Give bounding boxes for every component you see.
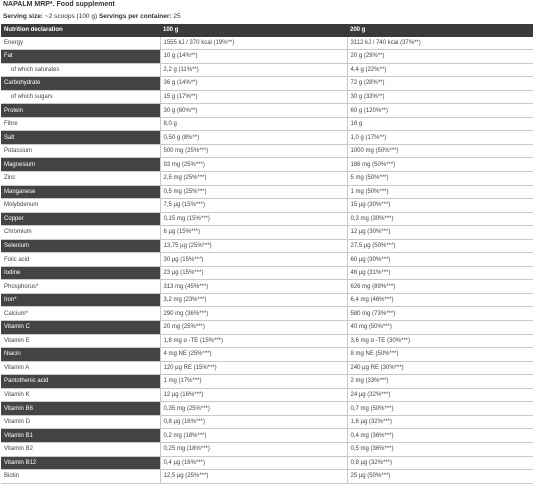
table-row — [1, 307, 533, 321]
value-200g: 25 µg (50%***) — [347, 470, 533, 484]
value-100g: 6 µg (15%***) — [160, 226, 347, 240]
servings-label: Servings per container: — [98, 13, 172, 20]
value-200g: 16 g — [347, 117, 533, 131]
value-200g: 1 mg (50%***) — [347, 185, 533, 199]
value-200g: 186 mg (50%***) — [347, 158, 533, 172]
value-200g: 6,4 mg (46%***) — [347, 293, 533, 307]
table-row — [1, 293, 533, 307]
value-100g: 2,2 g (11%**) — [160, 63, 347, 77]
nutrient-name: Vitamin K — [1, 388, 160, 402]
value-200g: 72 g (28%**) — [347, 77, 533, 91]
nutrient-name: Salt — [1, 131, 160, 145]
nutrient-name: Magnesium — [1, 158, 160, 172]
nutrient-name: Fibre — [1, 117, 160, 131]
value-200g: 60 g (120%**) — [347, 104, 533, 118]
value-100g: 0,8 µg (16%***) — [160, 415, 347, 429]
value-200g: 1,6 µg (32%***) — [347, 415, 533, 429]
table-row — [1, 402, 533, 416]
nutrient-name: Vitamin D — [1, 415, 160, 429]
value-200g: 8 mg NE (50%***) — [347, 348, 533, 362]
value-200g: 0,3 mg (30%***) — [347, 212, 533, 226]
column-header-nutrient: Nutrition declaration — [1, 24, 160, 37]
value-100g: 1555 kJ / 370 kcal (19%**) — [160, 37, 347, 50]
value-100g: 93 mg (25%***) — [160, 158, 347, 172]
nutrient-name: Folic acid — [1, 253, 160, 267]
value-200g: 2 mg (33%***) — [347, 375, 533, 389]
table-header-row — [1, 24, 533, 37]
value-100g: 13,75 µg (25%***) — [160, 239, 347, 253]
value-100g: 120 µg RE (15%***) — [160, 361, 347, 375]
value-200g: 40 mg (50%***) — [347, 321, 533, 335]
value-200g: 27,5 µg (50%***) — [347, 239, 533, 253]
nutrient-name: Energy — [1, 37, 160, 50]
value-200g: 46 µg (31%***) — [347, 266, 533, 280]
nutrient-name: Iron* — [1, 293, 160, 307]
table-row — [1, 212, 533, 226]
nutrient-name: Biotin — [1, 470, 160, 484]
table-row — [1, 199, 533, 213]
value-100g: 30 g (60%**) — [160, 104, 347, 118]
value-200g: 240 µg RE (30%***) — [347, 361, 533, 375]
value-200g: 626 mg (89%***) — [347, 280, 533, 294]
nutrient-name: Pantothenic acid — [1, 375, 160, 389]
table-row — [1, 470, 533, 484]
value-200g: 0,5 mg (36%***) — [347, 442, 533, 456]
nutrient-name: Selenium — [1, 239, 160, 253]
value-100g: 1,8 mg α -TE (15%***) — [160, 334, 347, 348]
nutrient-name: Vitamin C — [1, 321, 160, 335]
table-row — [1, 172, 533, 186]
nutrition-table — [1, 24, 533, 484]
nutrient-name: Carbohydrate — [1, 77, 160, 91]
nutrient-name: Vitamin A — [1, 361, 160, 375]
servings-value: 25 — [171, 13, 181, 20]
nutrient-name: Calcium* — [1, 307, 160, 321]
nutrient-name: Vitamin B2 — [1, 442, 160, 456]
table-row — [1, 50, 533, 64]
nutrient-name: Potassium — [1, 144, 160, 158]
value-200g: 1,0 g (17%**) — [347, 131, 533, 145]
table-row — [1, 117, 533, 131]
value-200g: 3112 kJ / 740 kcal (37%**) — [347, 37, 533, 50]
table-row — [1, 388, 533, 402]
value-100g: 36 g (14%**) — [160, 77, 347, 91]
value-100g: 0,25 mg (18%***) — [160, 442, 347, 456]
table-row — [1, 185, 533, 199]
nutrient-name: of which saturates — [1, 63, 160, 77]
value-100g: 4 mg NE (25%***) — [160, 348, 347, 362]
nutrient-name: Zinc — [1, 172, 160, 186]
column-header-200g: 200 g — [347, 24, 533, 37]
table-row — [1, 321, 533, 335]
nutrient-name: Phosphorus* — [1, 280, 160, 294]
value-100g: 8,0 g — [160, 117, 347, 131]
value-200g: 0,4 mg (36%***) — [347, 429, 533, 443]
value-200g: 3,6 mg α -TE (30%***) — [347, 334, 533, 348]
table-row — [1, 280, 533, 294]
serving-info — [3, 13, 181, 21]
nutrient-name: Protein — [1, 104, 160, 118]
value-100g: 1 mg (17%***) — [160, 375, 347, 389]
nutrient-name: Vitamin B1 — [1, 429, 160, 443]
product-title: NAPALM MRP*. Food supplement — [3, 1, 115, 8]
table-row — [1, 375, 533, 389]
value-100g: 12 µg (16%***) — [160, 388, 347, 402]
table-row — [1, 144, 533, 158]
nutrient-name: Vitamin B6 — [1, 402, 160, 416]
value-100g: 30 µg (15%***) — [160, 253, 347, 267]
column-header-100g: 100 g — [160, 24, 347, 37]
value-100g: 0,50 g (8%**) — [160, 131, 347, 145]
table-row — [1, 37, 533, 50]
table-row — [1, 415, 533, 429]
nutrient-name: Vitamin E — [1, 334, 160, 348]
table-row — [1, 266, 533, 280]
table-row — [1, 77, 533, 91]
nutrient-name: Copper — [1, 212, 160, 226]
value-100g: 0,4 µg (16%***) — [160, 456, 347, 470]
nutrient-name: Iodine — [1, 266, 160, 280]
table-row — [1, 348, 533, 362]
value-200g: 5 mg (50%***) — [347, 172, 533, 186]
table-row — [1, 361, 533, 375]
table-row — [1, 226, 533, 240]
value-200g: 60 µg (30%***) — [347, 253, 533, 267]
table-row — [1, 131, 533, 145]
table-row — [1, 334, 533, 348]
serving-size-label: Serving size: — [3, 13, 44, 20]
nutrient-name: of which sugars — [1, 90, 160, 104]
value-200g: 580 mg (73%***) — [347, 307, 533, 321]
value-200g: 12 µg (30%***) — [347, 226, 533, 240]
value-200g: 0,7 mg (50%***) — [347, 402, 533, 416]
value-100g: 3,2 mg (23%***) — [160, 293, 347, 307]
serving-size-value: ~2 scoops (100 g) — [43, 13, 99, 20]
value-100g: 7,5 µg (15%***) — [160, 199, 347, 213]
nutrient-name: Niacin — [1, 348, 160, 362]
value-100g: 0,5 mg (25%***) — [160, 185, 347, 199]
value-100g: 12,5 µg (25%***) — [160, 470, 347, 484]
value-200g: 0,8 µg (32%***) — [347, 456, 533, 470]
table-row — [1, 429, 533, 443]
value-200g: 24 µg (32%***) — [347, 388, 533, 402]
value-100g: 0,15 mg (15%***) — [160, 212, 347, 226]
value-200g: 15 µg (30%***) — [347, 199, 533, 213]
table-row — [1, 442, 533, 456]
table-row — [1, 104, 533, 118]
value-100g: 500 mg (25%***) — [160, 144, 347, 158]
nutrient-name: Manganese — [1, 185, 160, 199]
nutrient-name: Fat — [1, 50, 160, 64]
value-100g: 0,2 mg (18%***) — [160, 429, 347, 443]
nutrient-name: Vitamin B12 — [1, 456, 160, 470]
value-100g: 0,35 mg (25%***) — [160, 402, 347, 416]
value-100g: 10 g (14%**) — [160, 50, 347, 64]
nutrient-name: Chromium — [1, 226, 160, 240]
table-row — [1, 456, 533, 470]
value-100g: 313 mg (45%***) — [160, 280, 347, 294]
value-200g: 30 g (33%**) — [347, 90, 533, 104]
table-row — [1, 158, 533, 172]
value-200g: 4,4 g (22%**) — [347, 63, 533, 77]
value-200g: 1000 mg (50%***) — [347, 144, 533, 158]
table-body — [1, 37, 533, 484]
nutrient-name: Molybdenum — [1, 199, 160, 213]
value-100g: 23 µg (15%***) — [160, 266, 347, 280]
value-200g: 20 g (29%**) — [347, 50, 533, 64]
value-100g: 15 g (17%**) — [160, 90, 347, 104]
table-row — [1, 90, 533, 104]
table-row — [1, 63, 533, 77]
table-row — [1, 239, 533, 253]
value-100g: 290 mg (36%***) — [160, 307, 347, 321]
value-100g: 20 mg (25%***) — [160, 321, 347, 335]
value-100g: 2,5 mg (25%***) — [160, 172, 347, 186]
table-row — [1, 253, 533, 267]
